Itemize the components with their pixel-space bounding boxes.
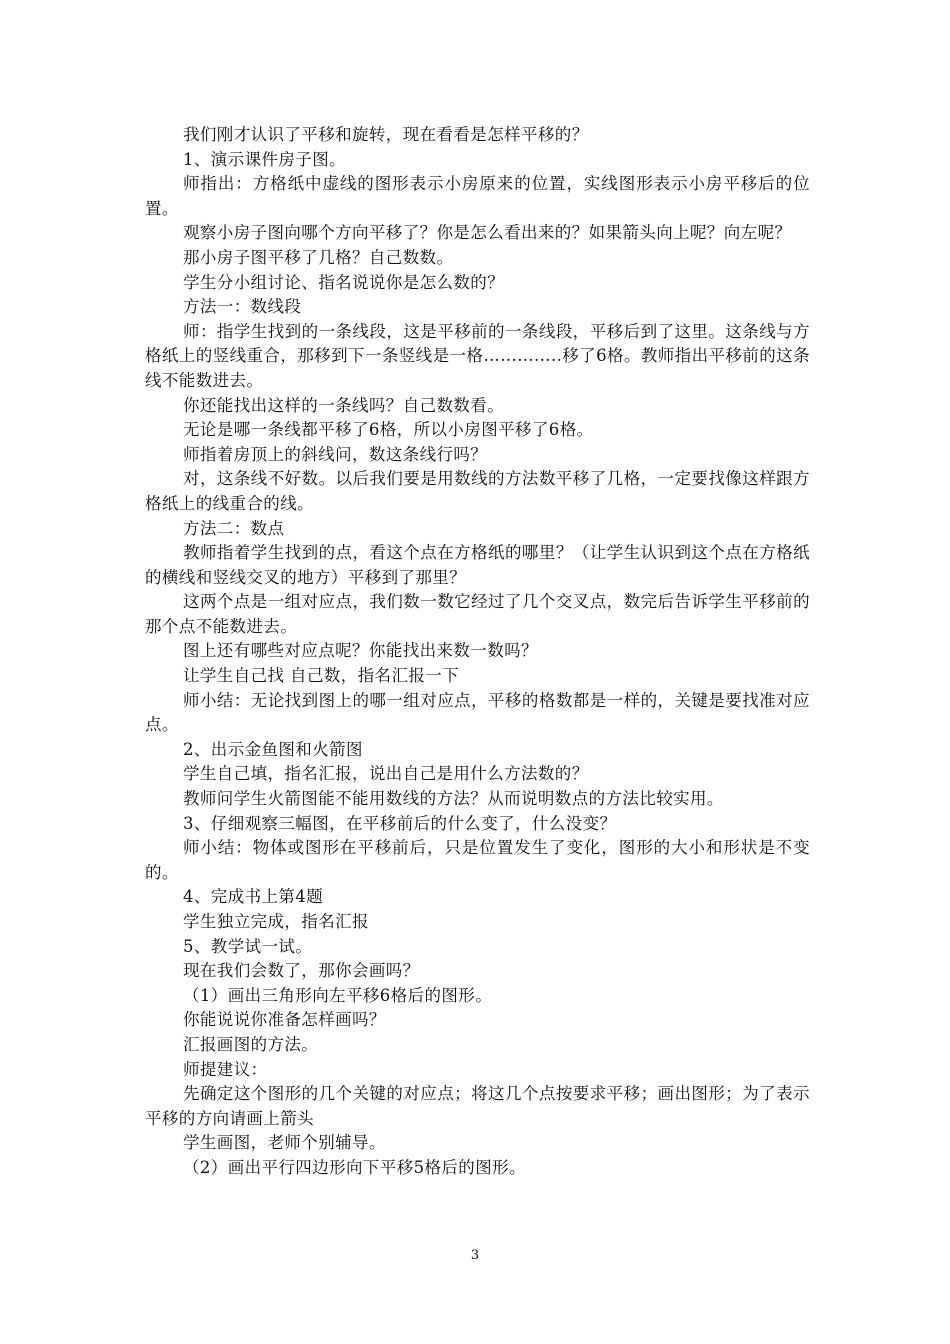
paragraph: 学生独立完成，指名汇报 — [183, 912, 369, 931]
paragraph: 师提建议： — [183, 1059, 268, 1079]
paragraph: 我们刚才认识了平移和旋转，现在看看是怎样平移的？ — [183, 125, 589, 144]
paragraph: 2、出示金鱼图和火箭图 — [183, 739, 363, 759]
paragraph: 这两个点是一组对应点，我们数一数它经过了几个交叉点，数完后告诉学生平移前的那个点不能数进去。 — [145, 592, 810, 636]
paragraph: 学生自己填，指名汇报，说出自己是用什么方法数的？ — [183, 764, 589, 784]
paragraph: 师指出：方格纸中虚线的图形表示小房原来的位置，实线图形表示小房平移后的位置。 — [145, 174, 810, 218]
paragraph: 先确定这个图形的几个关键的对应点；将这几个点按要求平移；画出图形；为了表示平移的方向请画上箭头 — [145, 1084, 810, 1128]
paragraph: 学生画图，老师个别辅导。 — [183, 1133, 386, 1153]
paragraph: 观察小房子图向哪个方向平移了？你是怎么看出来的？如果箭头向上呢？向左呢？ — [183, 223, 792, 243]
paragraph: 学生分小组讨论、指名说说你是怎么数的？ — [183, 272, 505, 292]
paragraph: （2）画出平行四边形向下平移5格后的图形。 — [183, 1157, 526, 1177]
paragraph: 汇报画图的方法。 — [183, 1034, 319, 1054]
paragraph: 现在我们会数了，那你会画吗？ — [183, 961, 420, 981]
paragraph: 图上还有哪些对应点呢？你能找出来数一数吗？ — [183, 641, 538, 661]
paragraph: 你能说说你准备怎样画吗？ — [183, 1010, 386, 1030]
paragraph: 无论是哪一条线都平移了6格，所以小房图平移了6格。 — [183, 420, 594, 440]
paragraph: 你还能找出这样的一条线吗？自己数数看。 — [183, 395, 505, 415]
paragraph: 对，这条线不好数。以后我们要是用数线的方法数平移了几格，一定要找像这样跟方格纸上的线重合的线。 — [145, 469, 810, 513]
paragraph: 教师指着学生找到的点，看这个点在方格纸的哪里？（让学生认识到这个点在方格纸的横线和竖线交叉的地方）平移到了那里？ — [145, 543, 810, 587]
page-number: 3 — [470, 1248, 480, 1263]
paragraph: 师小结：无论找到图上的哪一组对应点，平移的格数都是一样的，关键是要找准对应点。 — [145, 690, 810, 735]
paragraph: 让学生自己找 自己数，指名汇报一下 — [183, 666, 460, 686]
paragraph: 方法一：数线段 — [183, 297, 302, 317]
paragraph: 4、完成书上第4题 — [183, 887, 324, 907]
paragraph: 师指着房顶上的斜线问，数这条线行吗？ — [183, 444, 488, 464]
paragraph: 3、仔细观察三幅图，在平移前后的什么变了，什么没变？ — [183, 813, 617, 833]
body-text — [145, 123, 810, 1181]
paragraph: 教师问学生火箭图能不能用数线的方法？从而说明数点的方法比较实用。 — [183, 789, 724, 809]
paragraph: 5、教学试一试。 — [183, 936, 313, 956]
paragraph: 1、演示课件房子图。 — [183, 149, 346, 169]
paragraph: 师小结：物体或图形在平移前后，只是位置发生了变化，图形的大小和形状是不变的。 — [145, 838, 810, 882]
paragraph: 那小房子图平移了几格？自己数数。 — [183, 247, 454, 267]
paragraph: 师：指学生找到的一条线段，这是平移前的一条线段，平移后到了这里。这条线与方格纸上的竖线重合，那移到下一条竖线是一格…………..移了6格。教师指出平移前的这条线不能数进去。 — [145, 321, 810, 390]
paragraph: （1）画出三角形向左平移6格后的图形。 — [183, 985, 493, 1005]
paragraph: 方法二：数点 — [183, 518, 285, 538]
